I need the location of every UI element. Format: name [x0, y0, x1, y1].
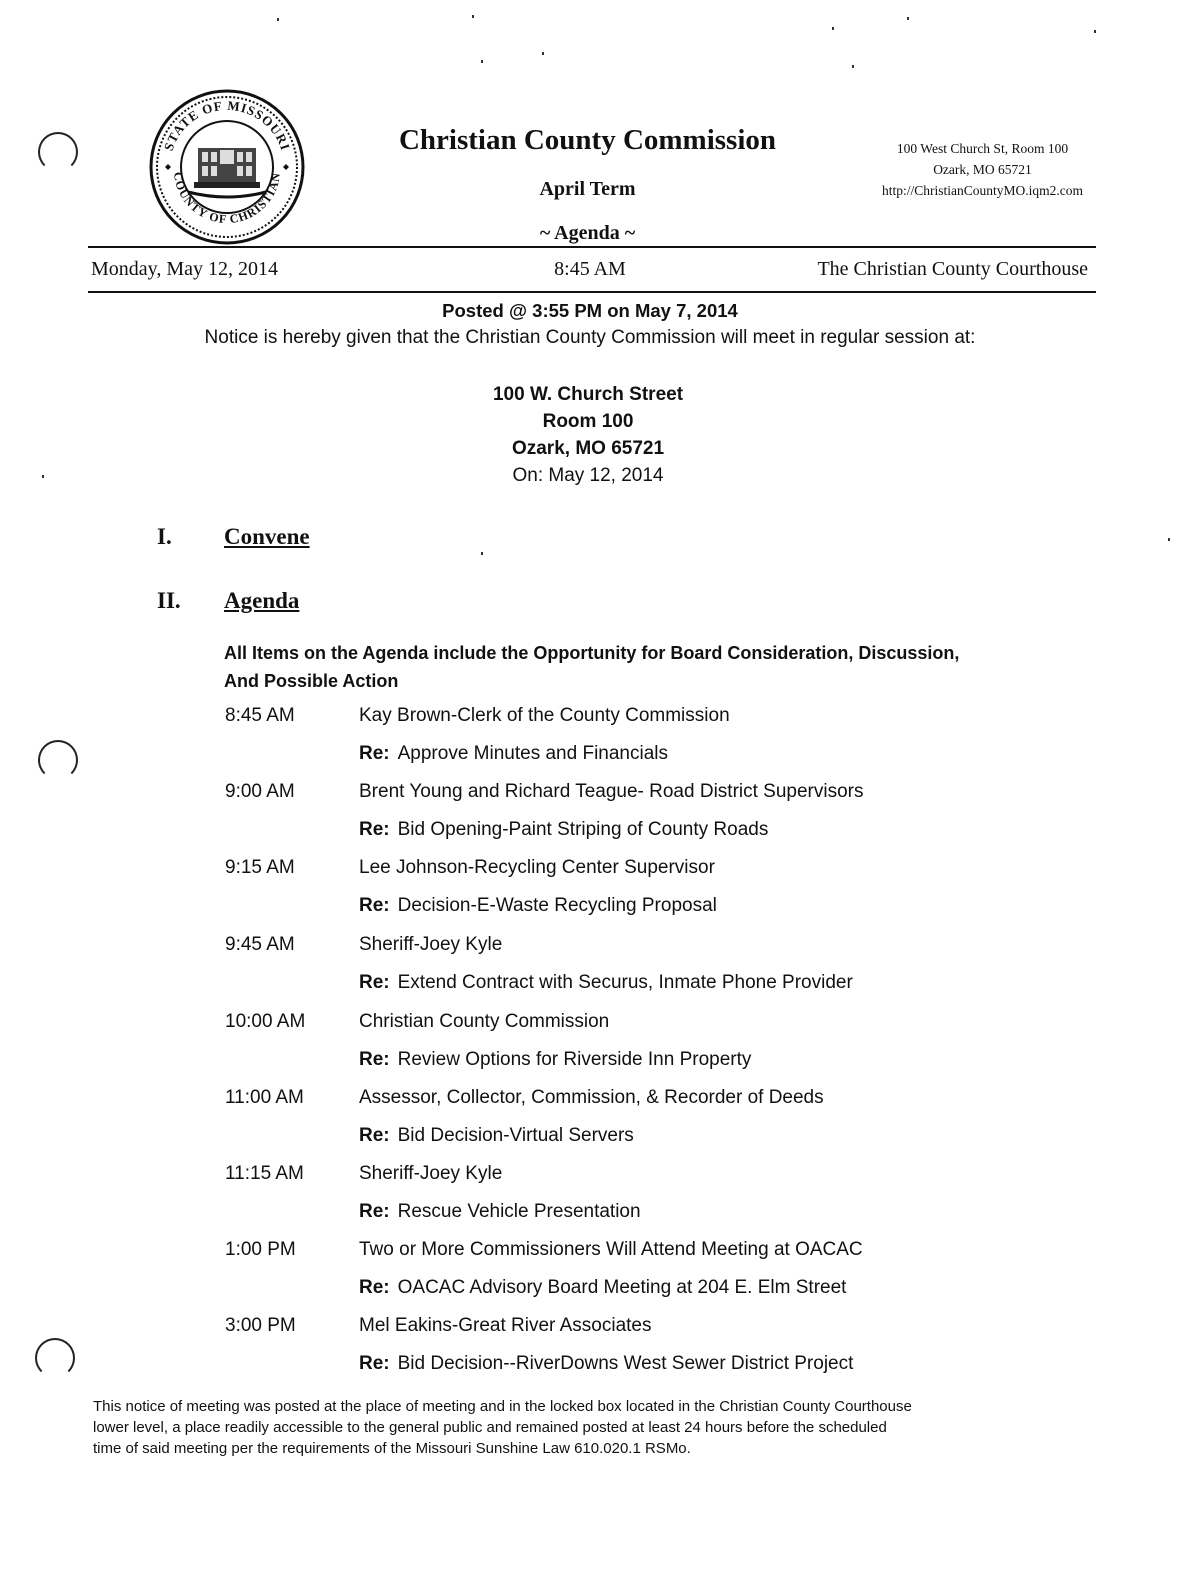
agenda-item-time: 3:00 PM [225, 1315, 296, 1336]
agenda-item-re-text: Decision-E-Waste Recycling Proposal [397, 895, 717, 916]
agenda-item-time: 11:00 AM [225, 1087, 304, 1108]
scan-speck [542, 52, 544, 55]
notice-text: Notice is hereby given that the Christian County Commission will meet in regular session at: [204, 327, 976, 348]
agenda-item-re [359, 1353, 853, 1375]
agenda-item-presenter: Brent Young and Richard Teague- Road District Supervisors [359, 781, 864, 802]
agenda-item-re-text: Extend Contract with Securus, Inmate Phone Provider [397, 972, 853, 993]
scan-speck [832, 27, 834, 30]
agenda-item-time: 9:00 AM [225, 781, 295, 802]
address-line2: Ozark, MO 65721 [933, 162, 1032, 177]
agenda-item-re-text: OACAC Advisory Board Meeting at 204 E. Elm Street [397, 1277, 847, 1298]
agenda-item-presenter: Sheriff-Joey Kyle [359, 934, 503, 955]
agenda-item-re-text: Rescue Vehicle Presentation [397, 1201, 641, 1222]
agenda-item-presenter: Two or More Commissioners Will Attend Meeting at OACAC [359, 1239, 863, 1260]
footnote-line2: lower level, a place readily accessible to the general public and remained posted at least 24 hours before the scheduled [93, 1419, 887, 1436]
agenda-item-presenter: Lee Johnson-Recycling Center Supervisor [359, 857, 715, 878]
term-label: April Term [539, 178, 636, 200]
agenda-label: ~ Agenda ~ [539, 222, 636, 244]
agenda-intro-line2: And Possible Action [224, 671, 399, 691]
re-label: Re: [359, 1277, 390, 1298]
scan-speck [907, 17, 909, 20]
agenda-intro [224, 639, 959, 695]
venue-date: On: May 12, 2014 [512, 465, 664, 486]
agenda-item-presenter: Assessor, Collector, Commission, & Recorder of Deeds [359, 1087, 824, 1108]
agenda-item-re [359, 819, 768, 841]
re-label: Re: [359, 972, 390, 993]
scan-speck [42, 475, 44, 478]
agenda-item-presenter: Christian County Commission [359, 1011, 610, 1032]
agenda-item-presenter: Mel Eakins-Great River Associates [359, 1315, 652, 1336]
binder-hole-bottom [35, 1338, 75, 1378]
scan-speck [852, 65, 854, 68]
meeting-time: 8:45 AM [554, 258, 626, 280]
re-label: Re: [359, 1125, 390, 1146]
page-title: Christian County Commission [398, 124, 777, 156]
posted-notice: Posted @ 3:55 PM on May 7, 2014 [442, 300, 738, 321]
re-label: Re: [359, 1201, 390, 1222]
website-link[interactable]: http://ChristianCountyMO.iqm2.com [881, 183, 1083, 198]
venue-street: 100 W. Church Street [492, 384, 684, 405]
re-label: Re: [359, 1353, 390, 1374]
scan-speck [1168, 538, 1170, 541]
re-label: Re: [359, 743, 390, 764]
agenda-item-re [359, 1125, 634, 1147]
agenda-item-time: 9:45 AM [225, 934, 295, 955]
venue-block [440, 381, 736, 489]
agenda-item-re-text: Approve Minutes and Financials [397, 743, 668, 764]
agenda-item-presenter: Kay Brown-Clerk of the County Commission [359, 705, 730, 726]
footnote-line1: This notice of meeting was posted at the place of meeting and in the locked box located in the Christian County Courthouse [93, 1398, 912, 1415]
binder-hole-middle [38, 740, 78, 780]
agenda-item-re-text: Bid Decision-Virtual Servers [397, 1125, 634, 1146]
venue-room: Room 100 [542, 411, 634, 432]
agenda-item-re-text: Review Options for Riverside Inn Property [397, 1049, 752, 1070]
agenda-item-time: 9:15 AM [225, 857, 295, 878]
agenda-intro-line1: All Items on the Agenda include the Opportunity for Board Consideration, Discussion, [224, 643, 960, 663]
scan-speck [481, 60, 483, 63]
binder-hole-top [38, 132, 78, 172]
agenda-item-time: 8:45 AM [225, 705, 295, 726]
scan-speck [481, 552, 483, 555]
agenda-item-re [359, 743, 668, 765]
agenda-item-presenter: Sheriff-Joey Kyle [359, 1163, 503, 1184]
re-label: Re: [359, 1049, 390, 1070]
agenda-item-time: 11:15 AM [225, 1163, 304, 1184]
re-label: Re: [359, 895, 390, 916]
re-label: Re: [359, 819, 390, 840]
header-rule-top [88, 246, 1096, 248]
address-line1: 100 West Church St, Room 100 [896, 141, 1069, 156]
scan-speck [277, 18, 279, 21]
meeting-date: Monday, May 12, 2014 [91, 258, 279, 280]
agenda-item-re-text: Bid Opening-Paint Striping of County Roads [397, 819, 769, 840]
section-numeral: II. [157, 588, 181, 613]
address-block [850, 138, 1115, 201]
venue-city: Ozark, MO 65721 [511, 438, 665, 459]
meeting-location: The Christian County Courthouse [817, 258, 1088, 280]
county-seal-icon [148, 88, 306, 246]
header-rule-bottom [88, 291, 1096, 293]
agenda-item-re [359, 1277, 846, 1299]
footnote-line3: time of said meeting per the requirements of the Missouri Sunshine Law 610.020.1 RSMo. [93, 1440, 691, 1457]
agenda-item-re-text: Bid Decision--RiverDowns West Sewer District Project [397, 1353, 854, 1374]
scan-speck [472, 15, 474, 18]
seal-inner-text: COUNTY OF CHRISTIAN [170, 171, 284, 227]
agenda-item-time: 10:00 AM [225, 1011, 306, 1032]
section-title-agenda: Agenda [224, 588, 300, 613]
posting-footnote [93, 1396, 1093, 1459]
agenda-item-re [359, 895, 717, 917]
agenda-item-re [359, 1201, 641, 1223]
agenda-item-time: 1:00 PM [225, 1239, 296, 1260]
scan-speck [1094, 30, 1096, 33]
section-title-convene: Convene [224, 524, 310, 549]
agenda-item-re [359, 972, 853, 994]
section-numeral: I. [157, 524, 172, 549]
seal-outer-text: STATE OF MISSOURI [160, 97, 294, 153]
agenda-item-re [359, 1049, 751, 1071]
